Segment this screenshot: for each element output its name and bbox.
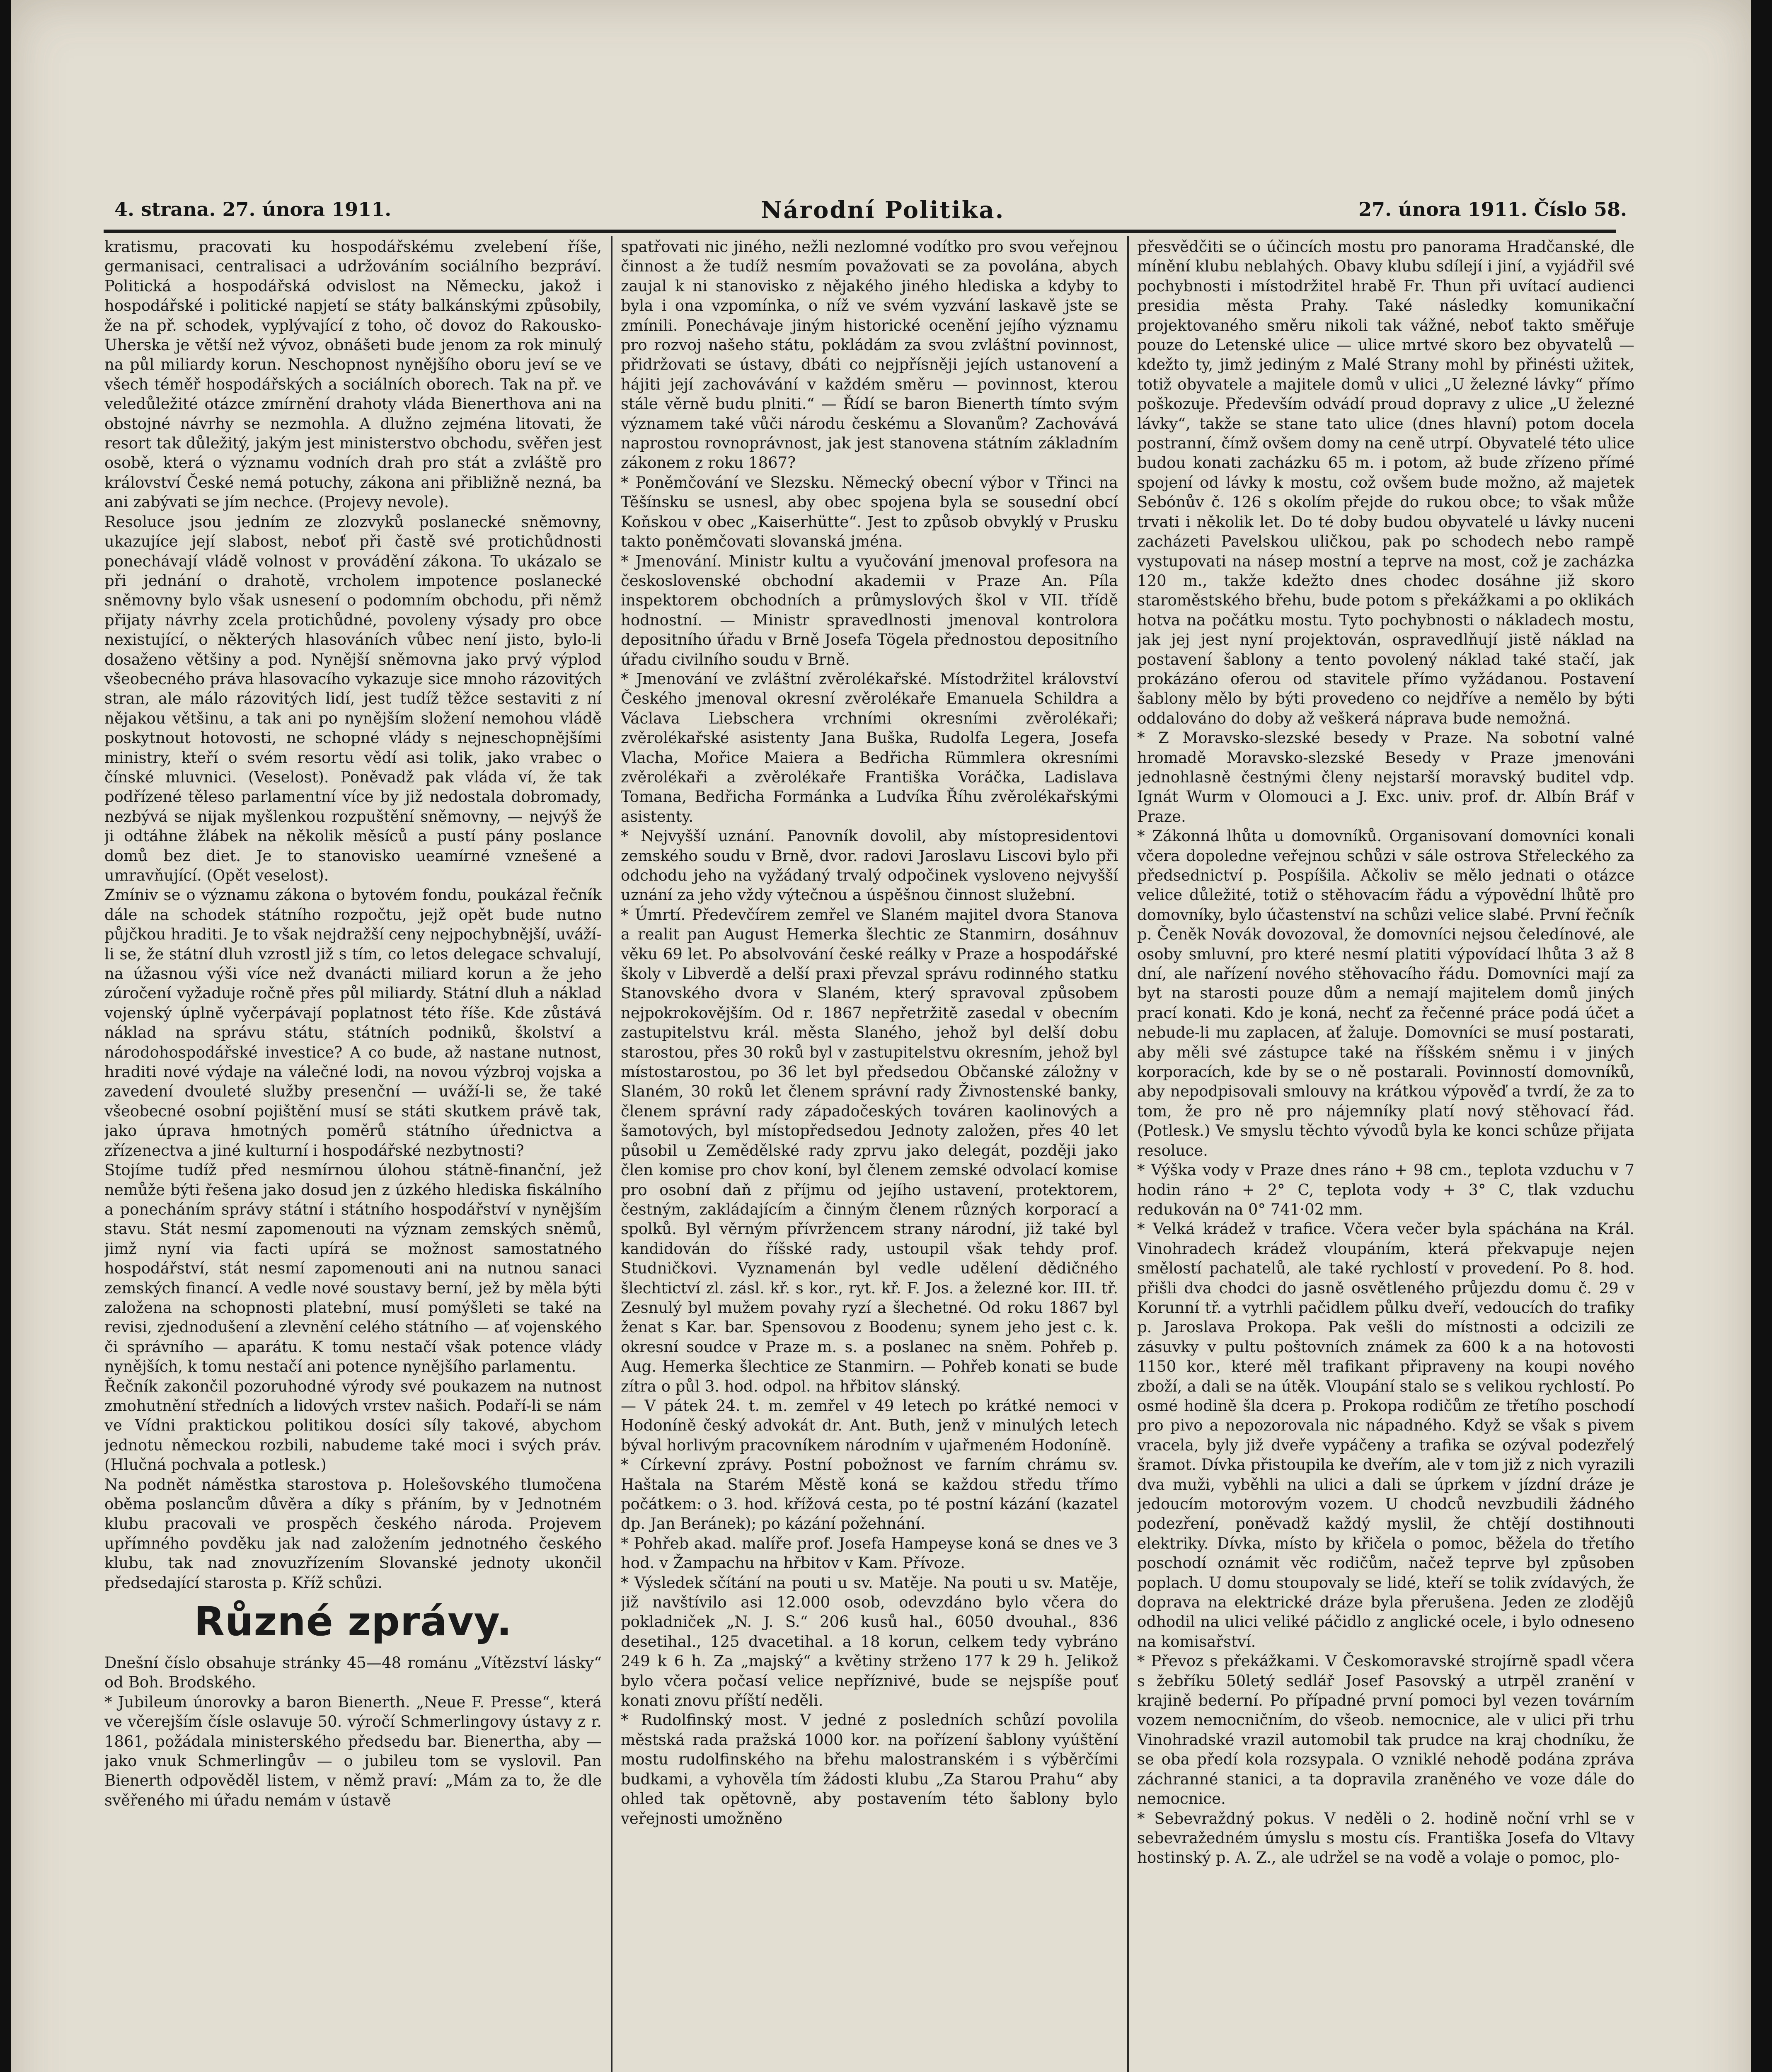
news-item: * Nejvyšší uznání. Panovník dovolil, aby místopresidentovi zemského soudu v Brně, dvor. radovi Jaroslavu Liscovi bylo při odchodu jeho na vyžádaný trvalý odpočinek vysloveno nejvyšší uznání za jeho vždy výtečnou a úspěšnou činnost služební. — [621, 827, 1118, 904]
news-item: * Úmrtí. Předevčírem zemřel ve Slaném majitel dvora Stanova a realit pan August Hemerka šlechtic ze Stanmirn, dosáhnuv věku 69 let. Po absolvování české reálky v Praze a hospodářské školy v Libverdě a delší praxi převzal správu rodinného statku Stanovského dvora v Slaném, který spravoval způsobem nejpokrokovějším. Od r. 1867 nepřetržitě zasedal v obecním zastupitelstvu král. města Slaného, jehož byl delší dobu starostou, přes 30 roků byl v zastupitelstvu okresním, jehož byl místostarostou, po 36 let byl předsedou Občanské záložny v Slaném, 30 roků let členem správní rady Živnostenské banky, členem správní rady západočeských továren kaolinových a šamotových, byl místopředsedou Jednoty založen, přes 40 let působil u Zemědělské rady zprvu jako delegát, později jako člen komise pro chov koní, byl členem zemské odvolací komise pro osobní daň z příjmu od jejího ustavení, protektorem, čestným, zakládajícím a činným členem různých korporací a spolků. Byl věrným přívržencem strany národní, již také byl kandidován do říšské rady, ustoupil však tehdy prof. Studničkovi. Vyznamenán byl vedle udělení dědičného šlechtictví zl. zásl. kř. s kor., ryt. kř. F. Jos. a železné kor. III. tř. Zesnulý byl mužem povahy ryzí a šlechetné. Od roku 1867 byl ženat s Kar. bar. Spensovou z Boodenu; synem jeho jest c. k. okresní soudce v Praze m. s. a poslanec na sněm. Pohřeb p. Aug. Hemerka šlechtice ze Stanmirn. — Pohřeb konati se bude zítra o půl 3. hod. odpol. na hřbitov slánský. — [621, 905, 1118, 1395]
news-item: * Velká krádež v trafice. Včera večer byla spáchána na Král. Vinohradech krádež vloupáním, která překvapuje nejen smělostí pachatelů, ale také rychlostí v provedení. Po 8. hod. přišli dva chodci do jasně osvětleného průjezdu domu č. 29 v Korunní tř. a vytrhli pačidlem půlku dveří, vedoucích do trafiky p. Jaroslava Prokopa. Pak vešli do místnosti a odcizili ze zásuvky v pultu poštovních známek za 600 k a na hotovosti 1150 kor., které měl trafikant připraveny na koupi nového zboží, a dali se na útěk. Vloupání stalo se s velikou rychlostí. Po osmé hodině šla dcera p. Prokopa rodičům ze třetího poschodí pro pivo a nepozorovala nic nápadného. Když se však s pivem vracela, byly již dveře vypáčeny a trafika se ozýval podezřelý šramot. Dívka přistoupila ke dveřím, ale v tom již z nich vyrazili dva muži, vyběhli na ulici a dali se úprkem v jízdní dráze je jedoucím motorovým vozem. U chodců nevzbudili žádného podezření, poněvadž každý myslil, že chtějí dostihnouti elektriky. Dívka, místo by křičela o pomoc, běžela do třetího poschodí oznámit věc rodičům, načež teprve byl způsoben poplach. U domu stoupovaly se lidé, kteří se tolik zvídavých, že doprava na elektrické dráze byla přerušena. Jeden ze zlodějů odhodil na ulici veliké páčidlo z anglické ocele, i bylo odneseno na komisařství. — [1137, 1220, 1634, 1651]
article-text: Řečník zakončil pozoruhodné výrody své poukazem na nutnost zmohutnění středních a lidových vrstev našich. Podaří-li se nám ve Vídni praktickou politikou dosíci síly takové, abychom jednotu německou rozbili, nabudeme také moci i svých práv. (Hlučná pochvala a potlesk.) — [104, 1377, 602, 1474]
news-item: * Pohřeb akad. malíře prof. Josefa Hampeyse koná se dnes ve 3 hod. v Žampachu na hřbitov v Kam. Přívoze. — [621, 1534, 1118, 1572]
news-item: * Sebevraždný pokus. V neděli o 2. hodině noční vrhl se v sebevražedném úmyslu s mostu cís. Františka Josefa do Vltavy hostinský p. A. Z., ale udržel se na vodě a volaje o pomoc, plo- — [1137, 1809, 1634, 1867]
section-heading: Různé zprávy. — [194, 1598, 512, 1645]
article-text: Stojíme tudíž před nesmírnou úlohou státně-finanční, jež nemůže býti řešena jako dosud jen z úzkého hlediska fiskálního a ponecháním správy státní i státního hospodářství v nynějším stavu. Stát nesmí zapomenouti na význam zemských sněmů, jimž nyní via facti upírá se možnost samostatného hospodářství, stát nesmí zapomenouti ani na nutnou sanaci zemských financí. A vedle nové soustavy berní, jež by měla býti založena na schopnosti platební, musí pomýšleti se také na revisi, zjednodušení a zlevnění celého státního — ať vojenského či správního — aparátu. K tomu nestačí však potence vlády nynějších, k tomu nestačí ani potence nynějšího parlamentu. — [104, 1161, 602, 1376]
news-item: * Rudolfinský most. V jedné z posledních schůzí povolila městská rada pražská 1000 kor. na pořízení šablony vyúštění mostu rudolfinského na břehu malostranském i s výběrčími budkami, a vyhověla tím žádosti klubu „Za Starou Prahu“ aby ohled tak opětovně, aby postavením této šablony bylo veřejnosti umožněno — [621, 1711, 1118, 1828]
column-2 — [621, 237, 1118, 2072]
article-text: Na podnět náměstka starostova p. Holešovského tlumočena oběma poslancům důvěra a díky s přáním, by v Jednotném klubu pracovali ve prospěch českého národa. Projevem upřímného povděku jak nad založením jednotného českého klubu, tak nad znovuzřízením Slovanské jednoty ukončil předsedající starosta p. Kříž schůzi. — [104, 1475, 602, 1592]
article-text: Zmíniv se o významu zákona o bytovém fondu, poukázal řečník dále na schodek státního rozpočtu, jejž opět bude nutno půjčkou hraditi. Je to však nejdražší ceny nejpochybnější, uváží-li se, že státní dluh vzrostl již s tím, co letos delegace schvalují, na úžasnou výši více než dvanácti miliard korun a že jeho zúročení vyžaduje ročně přes půl miliardy. Státní dluh a náklad vojenský úplně vyčerpávají poplatnost této říše. Kde zůstává náklad na správu státu, státních podniků, školství a národohospodářské investice? A co bude, až nastane nutnost, hraditi nové výdaje na válečné lodi, na novou výzbroj vojska a zavedení dvouleté služby presenční — uváží-li se, že také všeobecné osobní pojištění musí se státi skutkem právě tak, jako úprava hmotných poměrů státního úřednictva a zřízenectva a jiné kulturní i hospodářské nezbytnosti? — [104, 886, 602, 1159]
news-item: * Poněmčování ve Slezsku. Německý obecní výbor v Třinci na Těšínsku se usnesl, aby obec spojena byla se sousední obcí Koňskou v obec „Kaiserhütte“. Jest to způsob obvyklý v Prusku takto poněmčovati slovanská jména. — [621, 473, 1118, 551]
article-text: kratismu, pracovati ku hospodářskému zvelebení říše, germanisaci, centralisaci a udržováním sociálního bezpráví. Politická a hospodářská odvislost na Německu, jakož i hospodářské i politické napjetí se státy balkánskými způsobily, že na př. schodek, vyplývající z toho, oč dovoz do Rakousko-Uherska je větší než vývoz, obnášeti bude jenom za rok minulý na půl miliardy korun. Neschopnost nynějšího oboru jeví se ve všech téměř hospodářských a sociálních oborech. Tak na př. ve veledůležité otázce zmírnění drahoty vláda Bienerthova ani na obstojné návrhy se nezmohla. A dlužno zejména litovati, že resort tak důležitý, jakým jest ministerstvo obchodu, svěřen jest osobě, která o významu vodních drah pro stát a zvláště pro království České nemá potuchy, zákona ani přibližně nezná, ba ani zabývati se jím nechce. (Projevy nevole). — [104, 238, 602, 511]
article-text: Dnešní číslo obsahuje stránky 45—48 románu „Vítězství lásky“ od Boh. Brodského. — [104, 1654, 602, 1692]
column-divider — [611, 236, 612, 2072]
header-right: 27. února 1911. Číslo 58. — [1358, 198, 1627, 220]
news-item: * Výsledek sčítání na pouti u sv. Matěje. Na pouti u sv. Matěje, již navštívilo asi 12.000 osob, odevzdáno bylo včera do pokladniček „N. J. S.“ 206 kusů hal., 6050 dvouhal., 836 desetihal., 125 dvacetihal. a 18 korun, celkem tedy vybráno 249 k 6 h. Za „majský“ a květiny strženo 177 k 29 h. Jelikož bylo včera počasí velice nepříznivé, bude se nejspíše pouť konati znovu příští neděli. — [621, 1573, 1118, 1710]
column-3 — [1137, 237, 1634, 2072]
article-text: * Jubileum únorovky a baron Bienerth. „Neue F. Presse“, která ve včerejším čísle oslavuje 50. výročí Schmerlingovy ústavy z r. 1861, požádala ministerského předsedu bar. Bienertha, aby — jako vnuk Schmerlingův — o jubileu tom se vyslovil. Pan Bienerth odpověděl listem, v němž praví: „Mám za to, že dle svěřeného mi úřadu nemám v ústavě — [104, 1693, 602, 1809]
news-item: * Převoz s překážkami. V Českomoravské strojírně spadl včera s žebříku 50letý sedlář Josef Pasovský a utrpěl zranění v krajině bederní. Po případné první pomoci byl vezen továrním vozem nemocničním, do všeob. nemocnice, ale v ulici při trhu Vinohradské vrazil automobil tak prudce na kraj chodníku, že se oba předí kola rozsypala. O vzniklé nehodě podána zpráva záchranné stanici, a ta dopravila zraněného ve voze dále do nemocnice. — [1137, 1652, 1634, 1808]
column-divider — [1127, 236, 1129, 2072]
page-header — [114, 198, 1627, 227]
news-item: * Z Moravsko-slezské besedy v Praze. Na sobotní valné hromadě Moravsko-slezské Besedy v Praze jmenováni jednohlasně čestnými členy nejstarší moravský buditel vdp. Ignát Wurm v Olomouci a J. Exc. univ. prof. dr. Albín Bráf v Praze. — [1137, 729, 1634, 825]
news-item: * Církevní zprávy. Postní pobožnost ve farním chrámu sv. Haštala na Starém Městě koná se každou středu třímo počátkem: o 3. hod. křížová cesta, po té postní kázání (kazatel dp. Jan Beránek); po kázání požehnání. — [621, 1456, 1118, 1533]
header-left: 4. strana. 27. února 1911. — [114, 198, 392, 220]
column-1 — [104, 237, 602, 2072]
article-text: spatřovati nic jiného, nežli nezlomné vodítko pro svou veřejnou činnost a že tudíž nesmím považovati se za povolána, abych zaujal k ni stanovisko z nějakého jiného hlediska a kdyby to byla i ona vzpomínka, o níž ve svém vyzvání laskavě jste se zmínili. Ponechávaje jiným historické ocenění jejího významu pro rozvoj našeho státu, pokládám za svou zvláštní povinnost, přidržovati se ústavy, dbáti co nejpřísněji jejích ustanovení a hájiti její zachovávání v každém směru — povinnost, kterou stále věrně budu plniti.“ — Řídí se baron Bienerth tímto svým významem také vůči národu českému a Slovanům? Zachovává naprostou rovnoprávnost, jak jest stanovena státním základním zákonem z roku 1867? — [621, 238, 1118, 472]
news-item: * Zákonná lhůta u domovníků. Organisovaní domovníci konali včera dopoledne veřejnou schůzi v sále ostrova Střeleckého za předsednictví p. Pospíšila. Ačkoliv se mělo jednati o otázce velice důležité, totiž o stěhovacím řádu a výpovědní lhůtě pro domovníky, bylo účastenství na schůzi velice slabé. První řečník p. Čeněk Novák dovozoval, že domovníci nejsou čeledínové, ale osoby smluvní, pro které nesmí platiti výpovídací lhůta 3 až 8 dní, ale nařízení nového stěhovacího řádu. Domovníci mají za byt na starosti pouze dům a nemají majitelem domů jiných prací konati. Kdo je koná, nechť za řečenné práce podá účet a nebude-li mu zaplacen, ať žaluje. Domovníci se musí postarati, aby měli své zástupce také na říšském sněmu i v jiných korporacích, kde by se o ně postarali. Povinností domovníků, aby nepodpisovali smlouvy na krátkou výpověď a tvrdí, že za to tom, že pro ně pro nájemníky platí nový stěhovací řád. (Potlesk.) Ve smyslu těchto vývodů byla ke konci schůze přijata resoluce. — [1137, 827, 1634, 1159]
header-rule — [104, 230, 1616, 233]
news-item: * Výška vody v Praze dnes ráno + 98 cm., teplota vzduchu v 7 hodin ráno + 2° C, teplota vody + 3° C, tlak vzduchu redukován na 0° 741·02 mm. — [1137, 1161, 1634, 1218]
article-text: Resolucе jsou jedním ze zlozvyků poslanecké sněmovny, ukazujíce její slabost, neboť při častě své protichůdnosti ponechávají vládě volnost v provádění zákona. To ukázalo se při jednání o drahotě, vrcholem impotence poslanecké sněmovny bylo však usnesení o podomním obchodu, při němž přijaty návrhy zcela protichůdné, povoleny výsady pro obce nexistující, o některých hlasováních vůbec není jisto, bylo-li dosaženo většiny a pod. Nynější sněmovna jako prvý výplod všeobecného práva hlasovacího vykazuje sice mnoho rázovitých stran, ale málo rázovitých lidí, jest tudíž těžce sestaviti z ní nějakou většinu, a tak ani po nynějším složení nemohou vládě poskytnout hotovosti, ne schopné vlády s nejneschopnějšími ministry, kteří o svém resortu vědí asi tolik, jako vrabec o čínské mluvnici. (Veselost). Poněvadž pak vláda ví, že tak podřízené těleso parlamentní více by již nedostala dobromady, nezbývá se nijak myšlenkou rozpuštění sněmovny, — nejvýš že ji odtáhne žlábek na několik měsíců a pustí pány poslance domů bez diet. Je to stanovisko ueamírné vznešené a umravňující. (Opět veselost). — [104, 513, 602, 884]
article-text: přesvědčiti se o účincích mostu pro panorama Hradčanské, dle mínění klubu neblahých. Obavy klubu sdílejí i jiní, a vyjádřil své pochybnosti i místodržitel hrabě Fr. Thun při uvítací audienci presidia města Prahy. Také následky komunikační projektovaného směru nikoli tak vážné, neboť takto směřuje pouze do Letenské ulice — ulice mrtvé skoro bez obyvatelů — kdežto ty, jimž jediným z Malé Strany mohl by přinésti užitek, totiž obyvatele a majitele domů v ulici „U železné lávky“ přímo poškozuje. Především odvádí proud dopravy z ulice „U železné lávky“, takže se stane tato ulice (dnes hlavní) potom docela postranní, čímž ovšem domy na ceně utrpí. Obyvatelé této ulice budou konati zacházku 65 m. i potom, až bude zřízeno přímé spojení od lávky k mostu, což ovšem bude možno, až majetek Sebónův č. 126 s okolím přejde do rukou obce; to však může trvati i několik let. Do té doby budou obyvatelé u lávky nuceni zacházeti Pavelskou uličkou, pak po schodech nebo rampě vystupovati na násep mostní a teprve na most, což je zacházka 120 m., takže kdežto dnes chodec dosáhne již skoro staroměstského břehu, bude potom s překážkami a po oklikách hotva na počátku mostu. Tyto pochybnosti o nákladech mostu, jak jej jest nyní projektován, ospravedlňují jistě náklad na postavení šablony a tento povolený náklad také stačí, jak prokázáno oferou od stavitele přímo vyžádanou. Postavení šablony mělo by býti provedeno co nejdříve a nemělo by býti oddalováno do doby až veškerá náprava bude nemožná. — [1137, 238, 1634, 727]
news-item: — V pátek 24. t. m. zemřel v 49 letech po krátké nemoci v Hodoníně český advokát dr. Ant. Buth, jenž v minulých letech býval horlivým pracovníkem národním v ujařmeném Hodoníně. — [621, 1397, 1118, 1454]
masthead-title: Národní Politika. — [761, 196, 1005, 224]
news-item: * Jmenování ve zvláštní zvěrolékařské. Místodržitel království Českého jmenoval okresní zvěrolékaře Emanuela Schildra a Václava Liebschera vrchními okresními zvěrolékaři; zvěrolékařské asistenty Jana Buška, Rudolfa Legera, Josefa Vlacha, Mořice Maiera a Bedřicha Rümmlera okresními zvěrolékaři a zvěrolékaře Františka Voráčka, Ladislava Tomana, Bedřicha Formánka a Ludvíka Říhu zvěrolékařskými asistenty. — [621, 670, 1118, 825]
news-item: * Jmenování. Ministr kultu a vyučování jmenoval profesora na československé obchodní akademii v Praze An. Píla inspektorem obchodních a průmyslových škol v VII. třídě hodnostní. — Ministr spravedlnosti jmenoval kontrolora depositního úřadu v Brně Josefa Tögela přednostou depositního úřadu civilního soudu v Brně. — [621, 552, 1118, 668]
